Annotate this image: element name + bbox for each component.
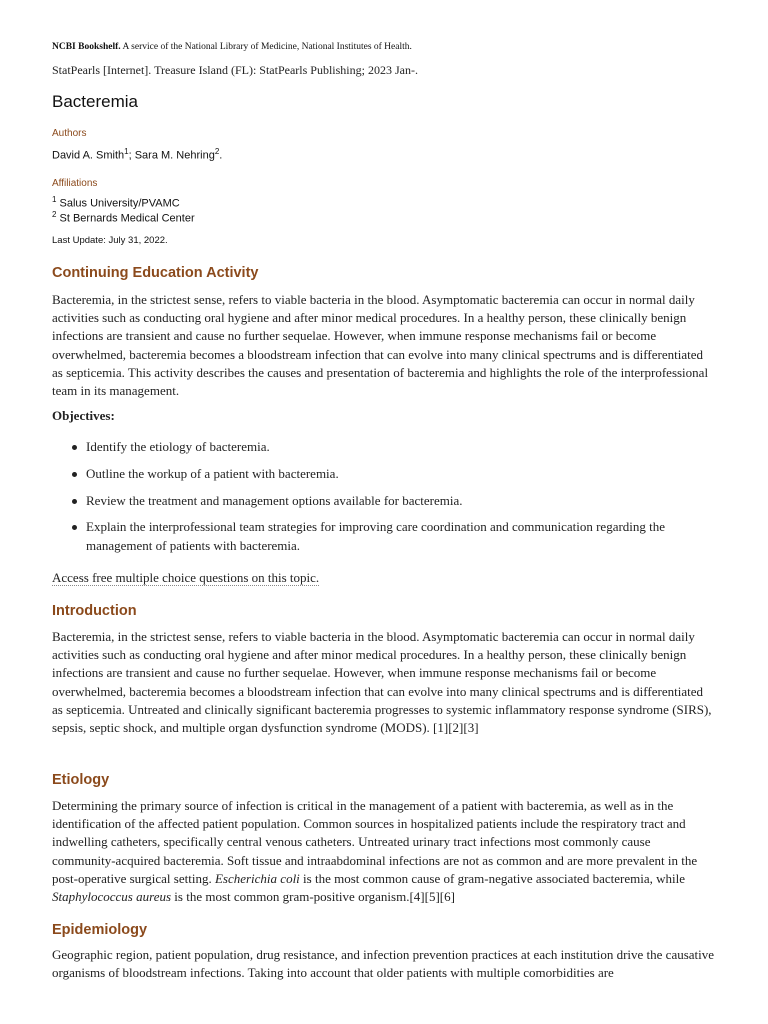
section-heading: Continuing Education Activity (52, 265, 259, 281)
affiliations-label: Affiliations (52, 178, 98, 189)
list-item (52, 518, 717, 554)
organism-name: Staphylococcus aureus (52, 889, 172, 905)
bullet-icon (72, 445, 77, 450)
author-link[interactable]: Sara M. Nehring (134, 149, 215, 162)
section-paragraph: Bacteremia, in the strictest sense, refers to viable bacteria in the blood. Asymptomatic bacteremia can occur in normal daily activities such as conducting oral hygiene and after minor medical procedures. In a healthy person, these clinically benign infections are transient and cause no further sequelae. However, when immune response mechanisms fail or become overwhelmed, bacteremia becomes a bloodstream infection that can evolve into many clinical spectrums and is differentiated as septicemia. Untreated and clinically significant bacteremia progresses to systemic inflammatory response syndrome (SIRS), sepsis, septic shock, and multiple organ dysfunction syndrome (MODS). [1][2][3] (52, 629, 712, 736)
section-heading: Etiology (52, 772, 110, 788)
page-title: Bacteremia (52, 92, 138, 111)
paragraph-text: Determining the primary source of infection is critical in the management of a patient with bacteremia, as well as in the identification of the affected patient population. Common sources in hospitalized patients include the respiratory tract and indwelling catheters, specifically central venous catheters. Untreated urinary tract infections most commonly cause community-acquired bacteremia. Soft tissue and intraabdominal infections are not as common and are more prevalent in the post-operative surgical setting. (52, 798, 698, 886)
bullet-icon (72, 525, 77, 530)
affiliation-number: 1 (52, 195, 57, 204)
affiliation-text: Salus University/PVAMC (56, 197, 180, 210)
ncbi-banner (52, 42, 412, 52)
list-item (52, 492, 717, 510)
affiliation-ref[interactable]: 2 (214, 147, 220, 156)
ncbi-bookshelf-link[interactable]: NCBI Bookshelf. (52, 42, 121, 52)
authors-line (52, 147, 222, 162)
objectives-list (52, 438, 717, 563)
objectives-title: Objectives: (52, 408, 115, 423)
author-separator: ; (128, 149, 135, 162)
list-item-text: Explain the interprofessional team strategies for improving care coordination and communication regarding the management of patients with bacteremia. (86, 519, 666, 553)
list-item-text: Identify the etiology of bacteremia. (86, 439, 270, 454)
affiliation-item (52, 195, 180, 210)
affiliation-text: St Bernards Medical Center (56, 212, 195, 225)
affiliation-ref[interactable]: 1 (124, 147, 129, 156)
bullet-icon (72, 499, 77, 504)
author-end: . (219, 149, 223, 162)
section-heading: Introduction (52, 603, 137, 619)
affiliation-number: 2 (52, 210, 57, 219)
access-questions-link[interactable]: Access free multiple choice questions on this topic. (52, 570, 320, 585)
list-item-text: Review the treatment and management options available for bacteremia. (86, 492, 463, 508)
access-questions-row (52, 569, 717, 587)
bullet-icon (72, 472, 77, 477)
paragraph-text: is the most common cause of gram-negative associated bacteremia, while (299, 870, 685, 886)
affiliation-item (52, 210, 195, 225)
section-paragraph: Geographic region, patient population, drug resistance, and infection prevention practices at each institution drive the causative organisms of bloodstream infections. Taking into account that older patients with multiple comorbidities are (52, 947, 715, 981)
last-update: Last Update: July 31, 2022. (52, 235, 168, 246)
publication-info: StatPearls [Internet]. Treasure Island (FL): StatPearls Publishing; 2023 Jan-. (52, 63, 418, 77)
author-link[interactable]: David A. Smith (52, 149, 125, 162)
paragraph-text: is the most common gram-positive organism.[4][5][6] (171, 889, 455, 905)
section-paragraph: Bacteremia, in the strictest sense, refers to viable bacteria in the blood. Asymptomatic bacteremia can occur in normal daily activities such as conducting oral hygiene and after minor medical procedures. In a healthy person, these clinically benign infections are transient and cause no further sequelae. However, when immune response mechanisms fail or become overwhelmed, bacteremia becomes a bloodstream infection that can evolve into many clinical spectrums and is differentiated as septicemia. This activity describes the causes and presentation of bacteremia and highlights the role of the interprofessional team in its management. (52, 292, 709, 399)
authors-label: Authors (52, 128, 87, 139)
organism-name: Escherichia coli (214, 870, 300, 886)
list-item-text: Outline the workup of a patient with bacteremia. (86, 465, 339, 481)
section-heading: Epidemiology (52, 922, 148, 938)
section-paragraph (52, 797, 717, 906)
list-item (52, 438, 717, 456)
ncbi-service-text: A service of the National Library of Medicine, National Institutes of Health. (120, 42, 412, 52)
list-item (52, 465, 717, 483)
